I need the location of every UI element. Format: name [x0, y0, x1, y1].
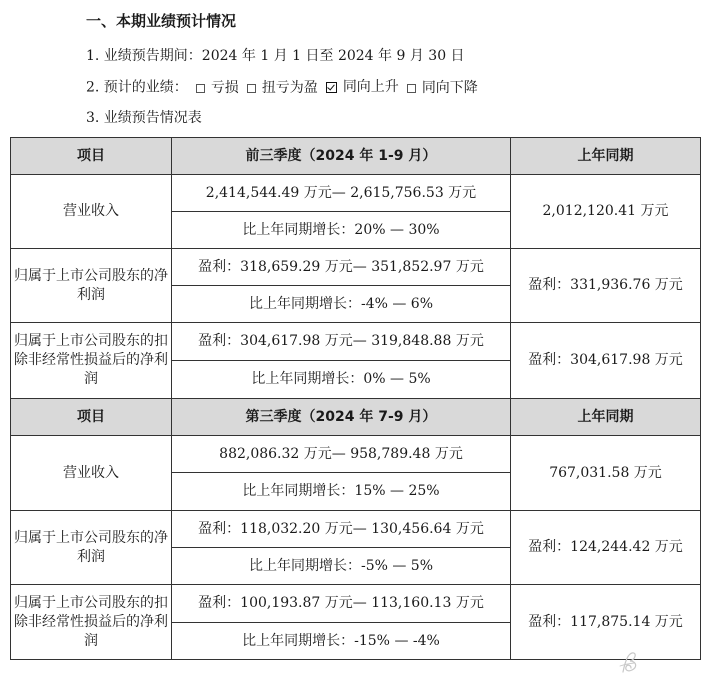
signature-watermark-icon	[614, 648, 644, 678]
forecast-table-caption: 3. 业绩预告情况表	[86, 110, 202, 126]
prior-cell: 盈利：331,936.76 万元	[511, 249, 701, 323]
item-cell: 营业收入	[11, 175, 172, 249]
header-item: 项目	[11, 399, 172, 436]
header-period: 前三季度（2024 年 1-9 月）	[172, 138, 511, 175]
option-label: 同向上升	[342, 79, 399, 95]
table-row	[11, 436, 701, 473]
item-cell: 归属于上市公司股东的扣除非经常性损益后的净利润	[11, 585, 172, 660]
growth-cell: 比上年同期增长：20% — 30%	[172, 212, 511, 249]
table-header-row	[11, 138, 701, 175]
checkbox-empty-icon[interactable]	[196, 84, 205, 93]
forecast-cell: 盈利：118,032.20 万元— 130,456.64 万元	[172, 511, 511, 548]
option-label: 扭亏为盈	[261, 80, 318, 96]
growth-cell: 比上年同期增长：-5% — 5%	[172, 548, 511, 585]
forecast-cell: 盈利：100,193.87 万元— 113,160.13 万元	[172, 585, 511, 623]
growth-cell: 比上年同期增长：15% — 25%	[172, 473, 511, 511]
forecast-type-prefix: 2. 预计的业绩：	[86, 79, 188, 96]
prior-cell: 2,012,120.41 万元	[511, 175, 701, 249]
forecast-cell: 盈利：304,617.98 万元— 319,848.88 万元	[172, 323, 511, 361]
forecast-cell: 2,414,544.49 万元— 2,615,756.53 万元	[172, 175, 511, 212]
table-header-row	[11, 399, 701, 436]
prior-cell: 767,031.58 万元	[511, 436, 701, 511]
forecast-table	[10, 137, 701, 660]
forecast-cell: 882,086.32 万元— 958,789.48 万元	[172, 436, 511, 473]
header-prior: 上年同期	[511, 399, 701, 436]
header-period: 第三季度（2024 年 7-9 月）	[172, 399, 511, 436]
option-loss[interactable]	[188, 77, 239, 97]
checkbox-empty-icon[interactable]	[407, 84, 416, 93]
checkbox-empty-icon[interactable]	[247, 84, 256, 93]
prior-cell: 盈利：124,244.42 万元	[511, 511, 701, 585]
option-label: 亏损	[210, 80, 239, 96]
option-decrease[interactable]	[399, 77, 478, 97]
table-row	[11, 249, 701, 286]
table-row	[11, 175, 701, 212]
item-cell: 营业收入	[11, 436, 172, 511]
item-cell: 归属于上市公司股东的扣除非经常性损益后的净利润	[11, 323, 172, 399]
table-row	[11, 585, 701, 623]
table-row	[11, 323, 701, 361]
prior-cell: 盈利：117,875.14 万元	[511, 585, 701, 660]
section-heading: 一、本期业绩预计情况	[86, 12, 237, 30]
forecast-period-line: 1. 业绩预告期间：2024 年 1 月 1 日至 2024 年 9 月 30 日	[86, 48, 465, 64]
header-item: 项目	[11, 138, 172, 175]
item-cell: 归属于上市公司股东的净利润	[11, 249, 172, 323]
item-cell: 归属于上市公司股东的净利润	[11, 511, 172, 585]
option-label: 同向下降	[421, 80, 478, 96]
header-prior: 上年同期	[511, 138, 701, 175]
growth-cell: 比上年同期增长：0% — 5%	[172, 361, 511, 399]
forecast-cell: 盈利：318,659.29 万元— 351,852.97 万元	[172, 249, 511, 286]
growth-cell: 比上年同期增长：-15% — -4%	[172, 623, 511, 660]
option-turnaround[interactable]	[239, 77, 318, 97]
checkbox-checked-icon[interactable]	[326, 82, 337, 93]
forecast-type-line	[86, 76, 478, 97]
option-increase[interactable]	[318, 76, 399, 96]
growth-cell: 比上年同期增长：-4% — 6%	[172, 286, 511, 323]
table-row	[11, 511, 701, 548]
prior-cell: 盈利：304,617.98 万元	[511, 323, 701, 399]
